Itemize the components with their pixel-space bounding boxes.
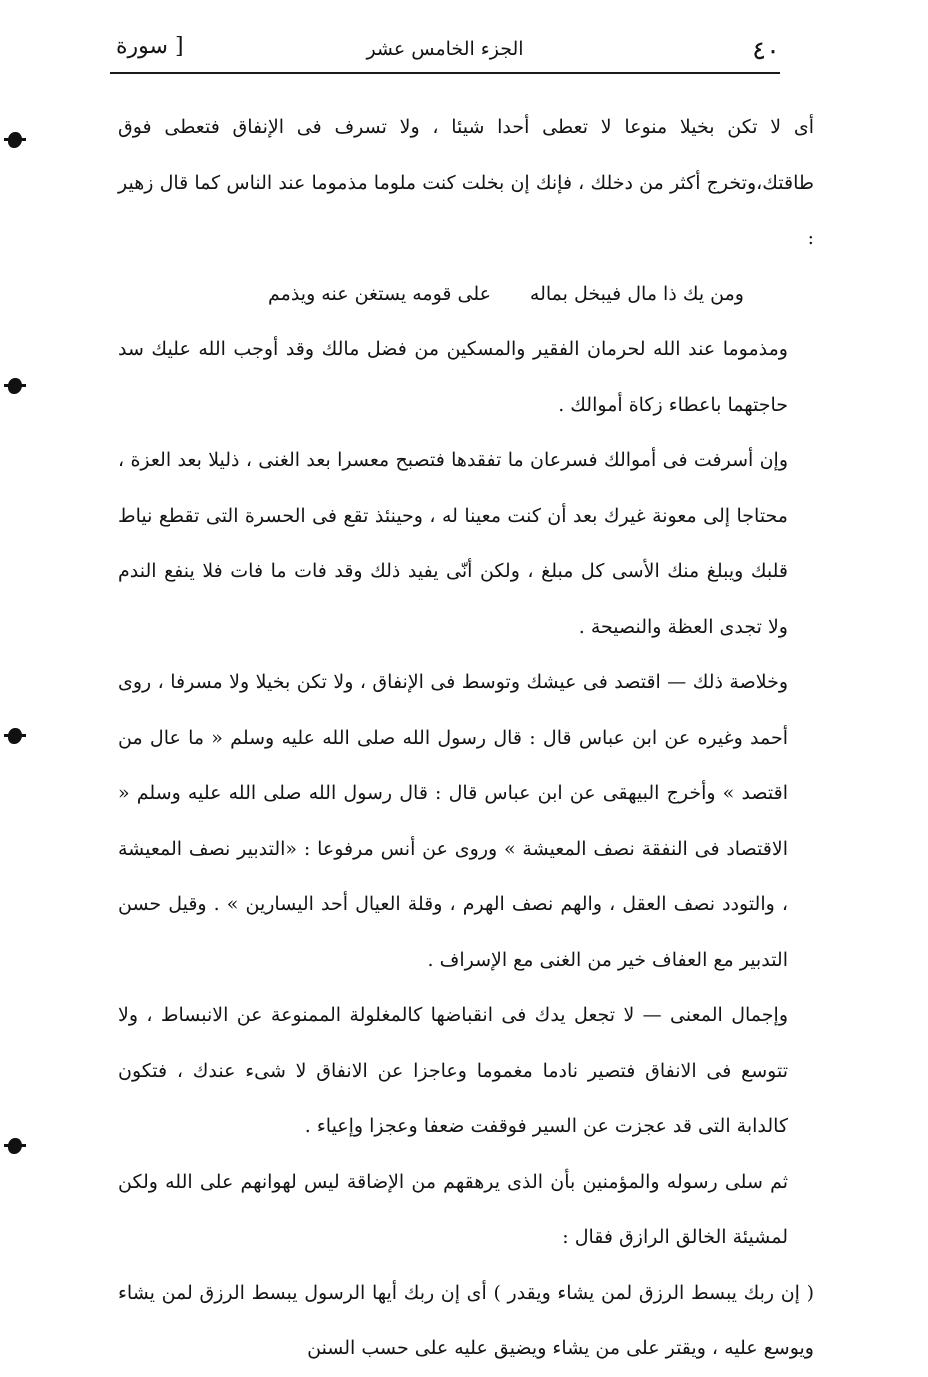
header-rule <box>110 72 780 74</box>
paragraph: ومذموما عند الله لحرمان الفقير والمسكين من فضل مالك وقد أوجب الله عليك سد حاجتهما باعطاء زكاة أموالك . <box>118 338 788 416</box>
paragraph: وخلاصة ذلك — اقتصد فى عيشك وتوسط فى الإنفاق ، ولا تكن بخيلا ولا مسرفا ، روى أحمد وغيره عن ابن عباس قال : قال رسول الله صلى الله عليه وسلم « ما عال من اقتصد » وأخرج البيهقى عن ابن عباس قال : قال رسول الله صلى الله عليه وسلم « الاقتصاد فى النفقة نصف المعيشة » وروى عن أنس مرفوعا : «التدبير نصف المعيشة ، والتودد نصف العقل ، والهم نصف الهرم ، وقلة العيال أحد اليسارين » . وقيل حسن التدبير مع العفاف خير من الغنى مع الإسراف . <box>118 671 788 971</box>
paragraph: وإن أسرفت فى أموالك فسرعان ما تفقدها فتصبح معسرا بعد الغنى ، ذليلا بعد العزة ، محتاجا إلى معونة غيرك بعد أن كنت معينا له ، وحينئذ تقع فى الحسرة التى تقطع نياط قلبك ويبلغ منك الأسى كل مبلغ ، ولكن أنّى يفيد ذلك وقد فات ما فات فلا ينفع الندم ولا تجدى العظة والنصيحة . <box>118 449 788 638</box>
verse-second-hemistich: على قومه يستغن عنه ويذمم <box>268 282 491 305</box>
body-text <box>118 100 814 1377</box>
paragraph: ( إن ربك يبسط الرزق لمن يشاء ويقدر ) أى إن ربك أيها الرسول يبسط الرزق لمن يشاء ويوسع عليه ، ويقتر على من يشاء ويضيق عليه على حسب السنن <box>118 1281 814 1359</box>
margin-mark <box>8 378 22 394</box>
verse-first-hemistich: ومن يك ذا مال فيبخل بماله <box>529 282 744 305</box>
poetry-verse <box>118 267 814 323</box>
page-number: ٤٠ <box>752 36 780 66</box>
margin-mark <box>8 728 22 744</box>
running-title: الجزء الخامس عشر <box>366 38 524 60</box>
paragraph: ثم سلى رسوله والمؤمنين بأن الذى يرهقهم من الإضاقة ليس لهوانهم على الله ولكن لمشيئة الخالق الرازق فقال : <box>118 1170 788 1248</box>
surah-label: [ سورة <box>116 34 184 59</box>
margin-mark <box>8 1138 22 1154</box>
margin-mark <box>8 132 22 148</box>
page-header <box>110 30 780 74</box>
paragraph: وإجمال المعنى — لا تجعل يدك فى انقباضها كالمغلولة الممنوعة عن الانبساط ، ولا تتوسع فى الانفاق فتصير نادما مغموما وعاجزا عن الانفاق لا شىء عندك ، فتكون كالدابة التى قد عجزت عن السير فوقفت ضعفا وعجزا وإعياء . <box>118 1004 788 1137</box>
paragraph: أى لا تكن بخيلا منوعا لا تعطى أحدا شيئا ، ولا تسرف فى الإنفاق فتعطى فوق طاقتك،وتخرج أكثر من دخلك ، فإنك إن بخلت كنت ملوما مذموما عند الناس كما قال زهير : <box>118 116 814 249</box>
